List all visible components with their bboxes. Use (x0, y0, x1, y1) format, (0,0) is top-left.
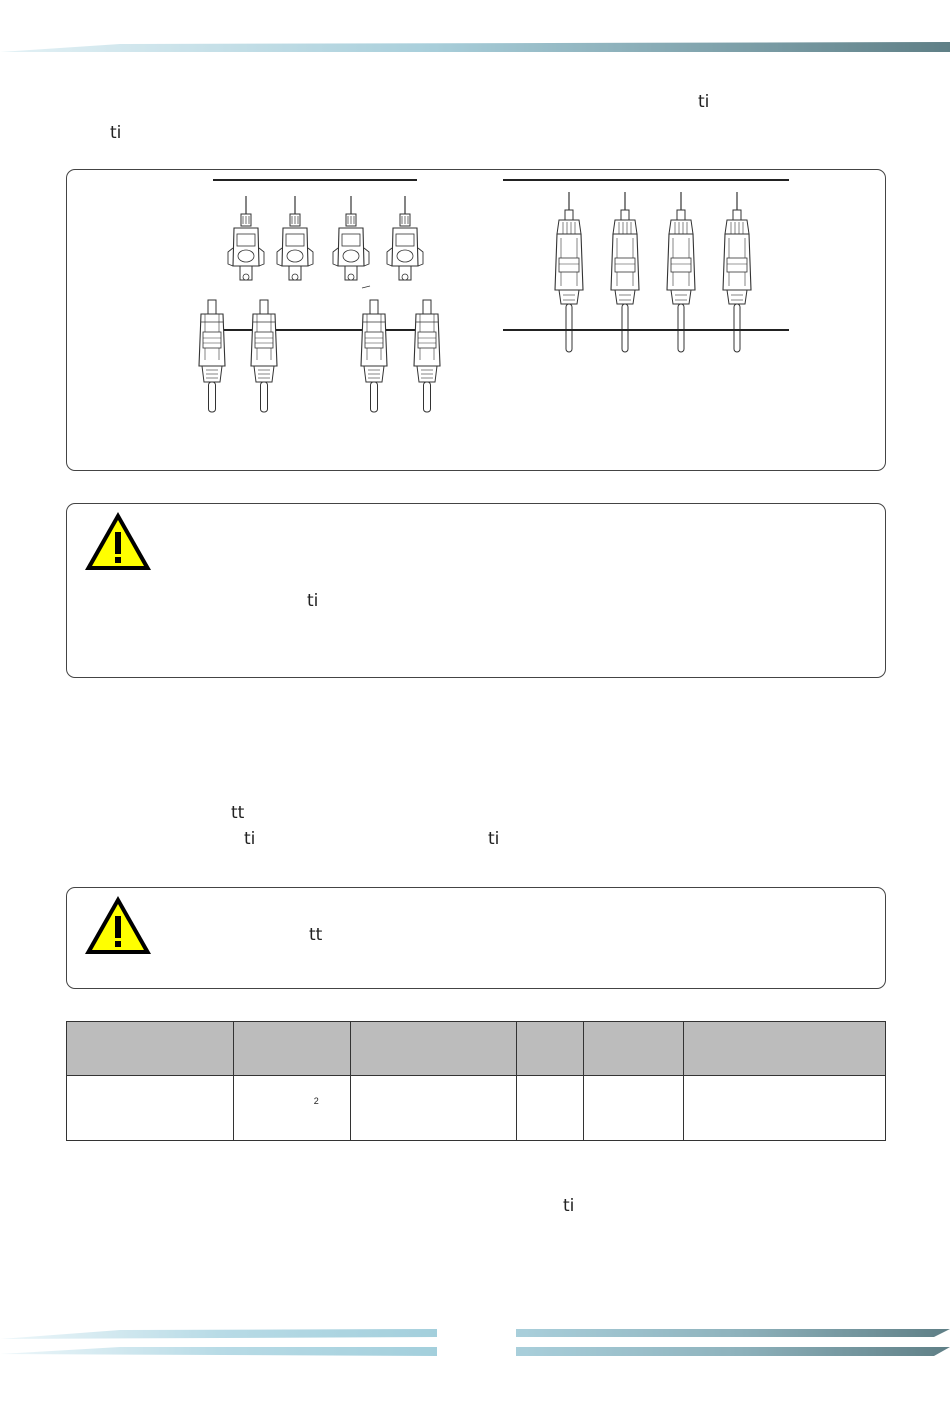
section-fragment-2a: ti (244, 829, 256, 849)
warning-1-fragment: ti (307, 591, 319, 611)
warning-2-fragment: tt (309, 925, 323, 945)
table-cell (584, 1076, 684, 1141)
connector-illustration (67, 170, 885, 470)
table-row (67, 1076, 886, 1141)
warning-box-2 (66, 887, 886, 989)
connector-set-right (503, 180, 789, 352)
table-cell (233, 1076, 350, 1141)
warning-box-1 (66, 503, 886, 678)
table-cell (67, 1076, 234, 1141)
cable-spec-table (66, 1021, 886, 1141)
section-fragment-1: tt (231, 803, 245, 823)
table-cell (350, 1076, 517, 1141)
footer-fragment: ti (563, 1196, 575, 1216)
table-header-cell (517, 1022, 584, 1076)
connector-set-left (199, 180, 440, 412)
table-header-cell (350, 1022, 517, 1076)
table-header-cell (233, 1022, 350, 1076)
table-cell (517, 1076, 584, 1141)
connector-figure-box (66, 169, 886, 471)
intro-fragment-1: ti (698, 92, 710, 112)
bottom-banner-left (0, 1327, 440, 1359)
table-header-cell (584, 1022, 684, 1076)
section-fragment-2b: ti (488, 829, 500, 849)
warning-icon (83, 510, 153, 572)
table-header-row (67, 1022, 886, 1076)
bottom-banner-right (514, 1327, 950, 1359)
intro-fragment-2: ti (110, 123, 122, 143)
top-banner (0, 40, 950, 54)
table-cell (684, 1076, 886, 1141)
table-header-cell (67, 1022, 234, 1076)
superscript-2: 2 (313, 1096, 319, 1106)
table-header-cell (684, 1022, 886, 1076)
warning-icon (83, 894, 153, 956)
